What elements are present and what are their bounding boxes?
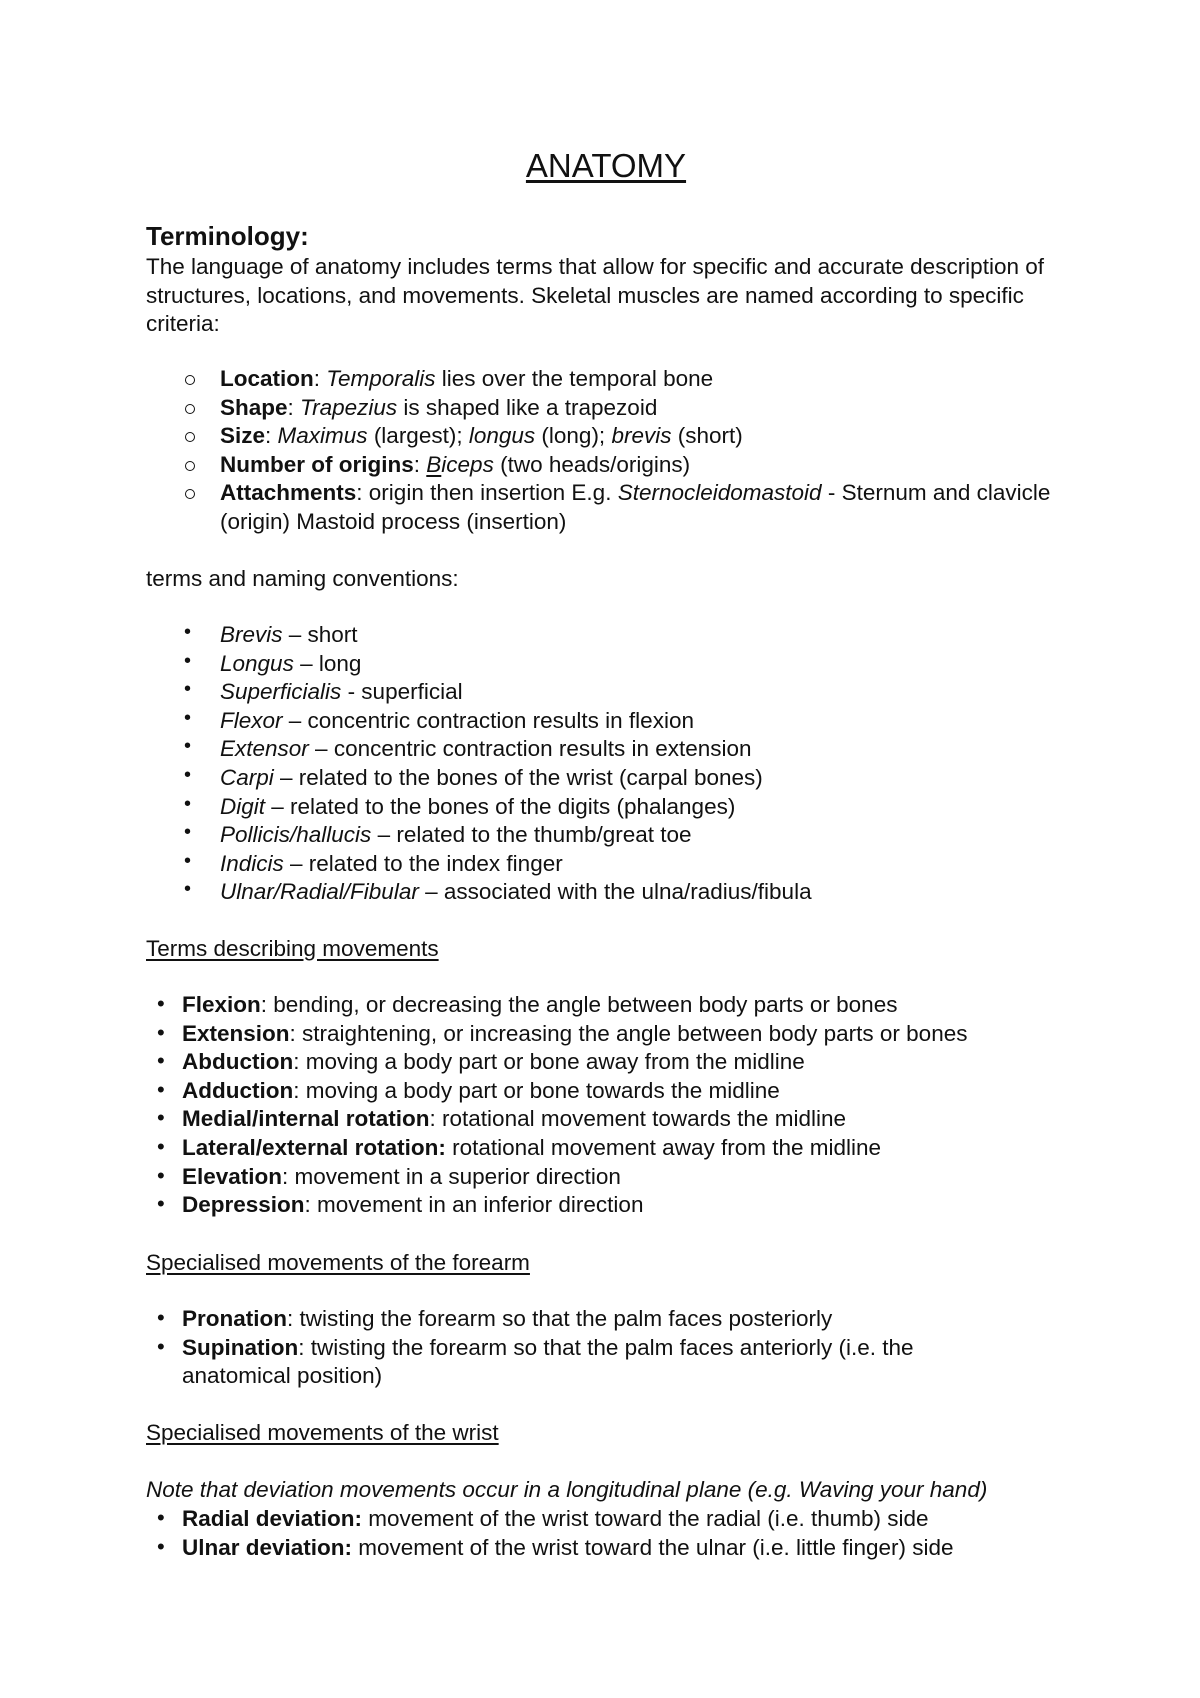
list-item: • Longus – long xyxy=(146,650,812,679)
list-item: • Abduction: moving a body part or bone away from the midline xyxy=(146,1048,967,1077)
wrist-list xyxy=(146,1505,954,1562)
list-item: Number of origins: Biceps (two heads/origins) xyxy=(146,451,1086,480)
list-item: • Digit – related to the bones of the digits (phalanges) xyxy=(146,793,812,822)
forearm-heading: Specialised movements of the forearm xyxy=(146,1250,530,1275)
naming-criteria-list xyxy=(146,365,1086,537)
list-item: • Lateral/external rotation: rotational movement away from the midline xyxy=(146,1134,967,1163)
list-item: • Extension: straightening, or increasing the angle between body parts or bones xyxy=(146,1020,967,1049)
list-item: • Ulnar deviation: movement of the wrist toward the ulnar (i.e. little finger) side xyxy=(146,1534,954,1563)
list-item: • Medial/internal rotation: rotational movement towards the midline xyxy=(146,1105,967,1134)
list-item: • Carpi – related to the bones of the wrist (carpal bones) xyxy=(146,764,812,793)
list-item: • Adduction: moving a body part or bone towards the midline xyxy=(146,1077,967,1106)
list-item: • Depression: movement in an inferior direction xyxy=(146,1191,967,1220)
list-item: • Superficialis - superficial xyxy=(146,678,812,707)
list-item: • Radial deviation: movement of the wrist toward the radial (i.e. thumb) side xyxy=(146,1505,954,1534)
naming-intro: terms and naming conventions: xyxy=(146,566,459,591)
list-item: Location: Temporalis lies over the temporal bone xyxy=(146,365,1086,394)
movements-list xyxy=(146,991,967,1220)
list-item: • Brevis – short xyxy=(146,621,812,650)
list-item: • Ulnar/Radial/Fibular – associated with the ulna/radius/fibula xyxy=(146,878,812,907)
list-item: • Supination: twisting the forearm so that the palm faces anteriorly (i.e. the anatomical position) xyxy=(146,1334,1012,1391)
wrist-note: Note that deviation movements occur in a longitudinal plane (e.g. Waving your hand) xyxy=(146,1477,988,1502)
wrist-heading: Specialised movements of the wrist xyxy=(146,1420,499,1445)
forearm-list xyxy=(146,1305,1046,1391)
naming-conventions-list xyxy=(146,621,812,907)
terminology-heading: Terminology: xyxy=(146,221,309,251)
list-item: Size: Maximus (largest); longus (long); brevis (short) xyxy=(146,422,1086,451)
list-item: • Pollicis/hallucis – related to the thumb/great toe xyxy=(146,821,812,850)
list-item: Shape: Trapezius is shaped like a trapezoid xyxy=(146,394,1086,423)
list-item: • Pronation: twisting the forearm so that the palm faces posteriorly xyxy=(146,1305,1046,1334)
movements-heading: Terms describing movements xyxy=(146,936,439,961)
list-item: • Indicis – related to the index finger xyxy=(146,850,812,879)
list-item: • Extensor – concentric contraction results in extension xyxy=(146,735,812,764)
page-title: ANATOMY xyxy=(525,147,687,184)
terminology-intro: The language of anatomy includes terms that allow for specific and accurate description of structures, locations, and movements. Skeletal muscles are named according to specific criteria: xyxy=(146,254,1044,337)
list-item: Attachments: origin then insertion E.g. Sternocleidomastoid - Sternum and clavicle (origin) Mastoid process (insertion) xyxy=(146,479,1086,536)
list-item: • Flexor – concentric contraction results in flexion xyxy=(146,707,812,736)
list-item: • Elevation: movement in a superior direction xyxy=(146,1163,967,1192)
list-item: • Flexion: bending, or decreasing the angle between body parts or bones xyxy=(146,991,967,1020)
